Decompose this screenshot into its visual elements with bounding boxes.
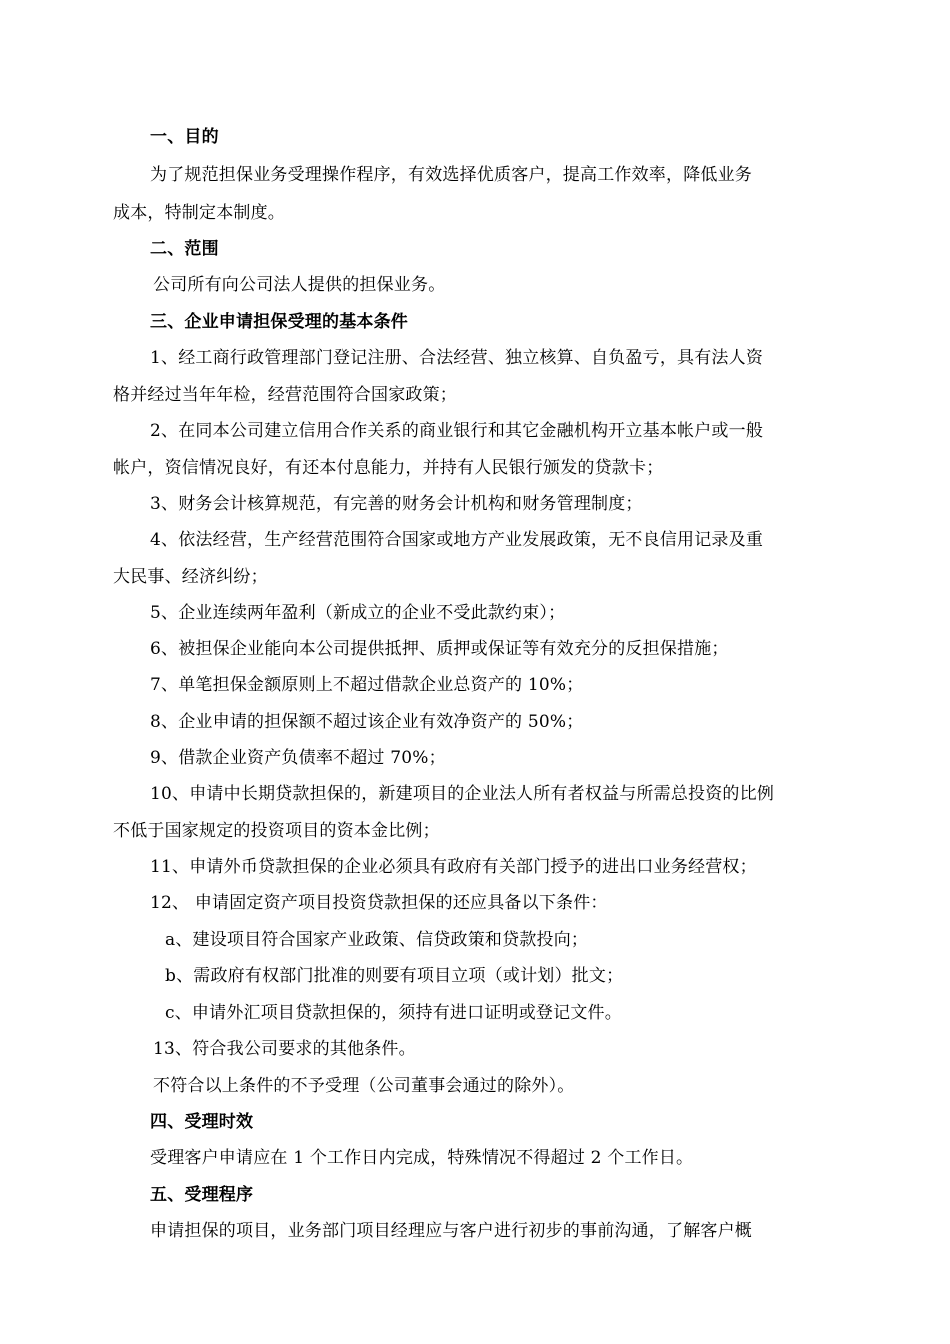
list-item-line: 2、在同本公司建立信用合作关系的商业银行和其它金融机构开立基本帐户或一般	[150, 421, 764, 441]
sub-list-item: a、建设项目符合国家产业政策、信贷政策和贷款投向；	[165, 930, 589, 950]
list-item-line: 12、 申请固定资产项目投资贷款担保的还应具备以下条件：	[150, 893, 608, 913]
list-item-line: 8、企业申请的担保额不超过该企业有效净资产的 50%；	[150, 712, 584, 732]
list-item-line: 9、借款企业资产负债率不超过 70%；	[150, 748, 446, 768]
list-item-line: 6、被担保企业能向本公司提供抵押、质押或保证等有效充分的反担保措施；	[150, 639, 729, 659]
section-heading-purpose: 一、目的	[150, 127, 219, 147]
section-heading-procedure: 五、受理程序	[150, 1185, 254, 1205]
sub-list-item: c、申请外汇项目贷款担保的，须持有进口证明或登记文件。	[165, 1003, 622, 1023]
section-heading-conditions: 三、企业申请担保受理的基本条件	[150, 312, 408, 332]
list-item-line: 10、申请中长期贷款担保的，新建项目的企业法人所有者权益与所需总投资的比例	[150, 784, 775, 804]
list-item-line: 4、依法经营，生产经营范围符合国家或地方产业发展政策，无不良信用记录及重	[150, 530, 764, 550]
paragraph-line: 不符合以上条件的不予受理（公司董事会通过的除外）。	[153, 1076, 575, 1096]
list-item-line: 1、经工商行政管理部门登记注册、合法经营、独立核算、自负盈亏，具有法人资	[150, 348, 764, 368]
list-item-line: 5、企业连续两年盈利（新成立的企业不受此款约束）；	[150, 603, 566, 623]
paragraph-line: 成本，特制定本制度。	[113, 203, 285, 223]
list-item-line: 11、申请外币贷款担保的企业必须具有政府有关部门授予的进出口业务经营权；	[150, 857, 757, 877]
list-item-line: 格并经过当年年检，经营范围符合国家政策；	[113, 385, 457, 405]
paragraph-line: 申请担保的项目，业务部门项目经理应与客户进行初步的事前沟通，了解客户概	[150, 1221, 752, 1241]
paragraph-line: 为了规范担保业务受理操作程序，有效选择优质客户，提高工作效率，降低业务	[150, 165, 752, 185]
section-heading-timeliness: 四、受理时效	[150, 1112, 254, 1132]
list-item-line: 7、单笔担保金额原则上不超过借款企业总资产的 10%；	[150, 675, 584, 695]
list-item-line: 不低于国家规定的投资项目的资本金比例；	[113, 821, 440, 841]
list-item-line: 13、符合我公司要求的其他条件。	[153, 1039, 416, 1059]
list-item-line: 大民事、经济纠纷；	[113, 567, 268, 587]
paragraph-line: 公司所有向公司法人提供的担保业务。	[153, 275, 446, 295]
sub-list-item: b、需政府有权部门批准的则要有项目立项（或计划）批文；	[165, 966, 624, 986]
list-item-line: 3、财务会计核算规范，有完善的财务会计机构和财务管理制度；	[150, 494, 643, 514]
paragraph-line: 受理客户申请应在 1 个工作日内完成，特殊情况不得超过 2 个工作日。	[150, 1148, 694, 1168]
list-item-line: 帐户，资信情况良好，有还本付息能力，并持有人民银行颁发的贷款卡；	[113, 458, 664, 478]
section-heading-scope: 二、范围	[150, 239, 219, 259]
